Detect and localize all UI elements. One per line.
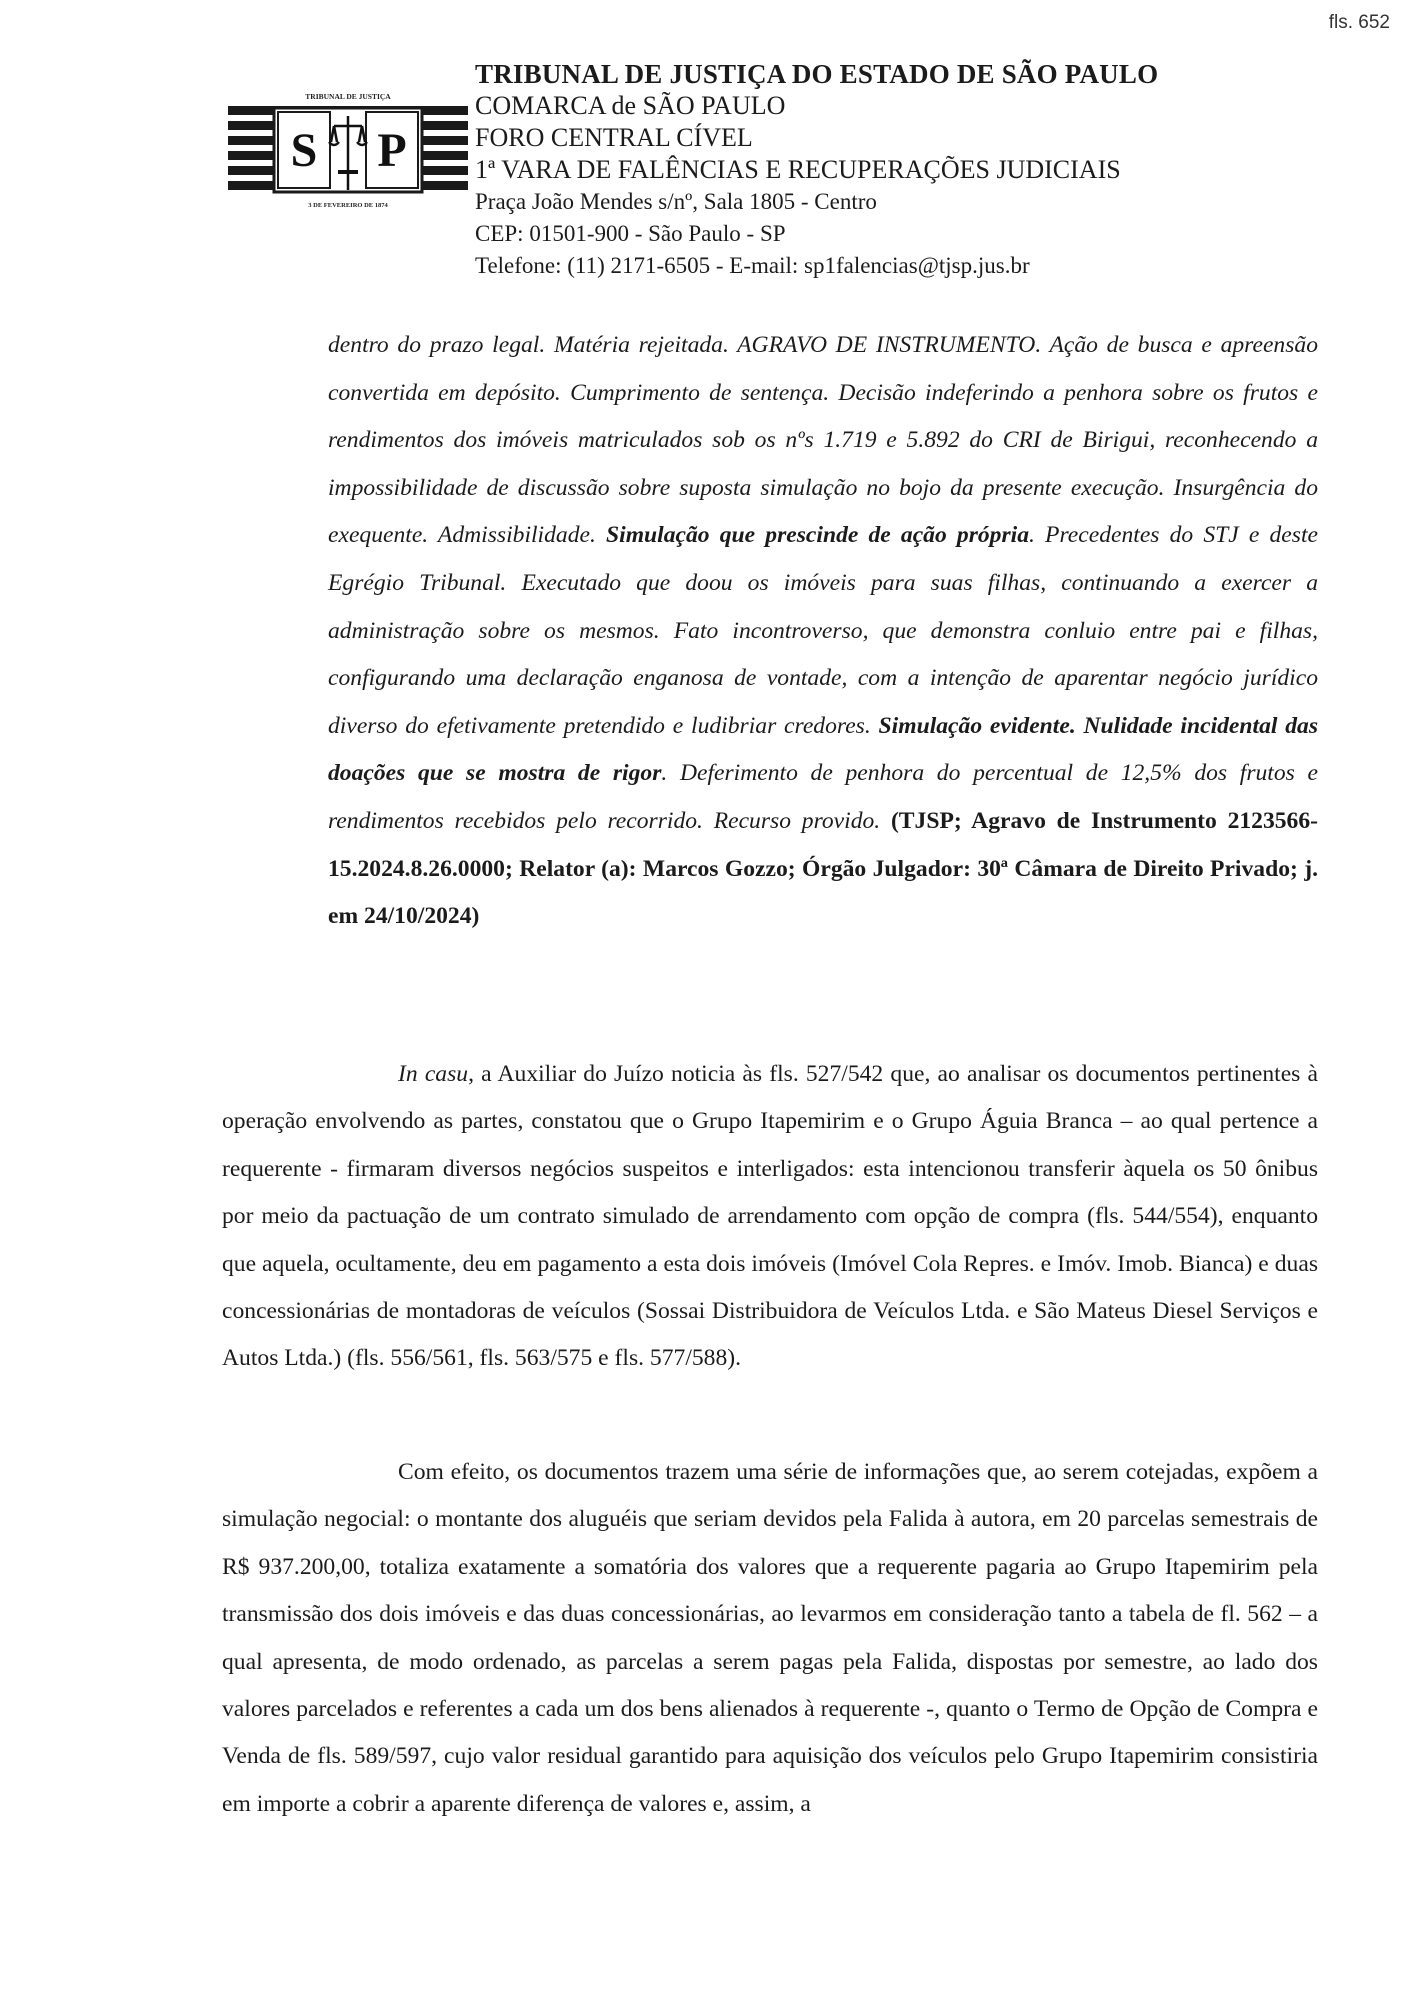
paragraph-1 (222, 1051, 1318, 1383)
seal-bottom-text: 3 DE FEVEREIRO DE 1874 (308, 202, 388, 209)
court-name: TRIBUNAL DE JUSTIÇA DO ESTADO DE SÃO PAULO (475, 59, 1159, 89)
quote-text-1: dentro do prazo legal. Matéria rejeitada. AGRAVO DE INSTRUMENTO. Ação de busca e apreensão convertida em depósito. Cumprimento de sentença. Decisão indeferindo a penhora sobre os frutos e rendimentos dos imóveis matriculados sob os nºs 1.719 e 5.892 do CRI de Birigui, reconhecendo a impossibilidade de discussão sobre suposta simulação no bojo da presente execução. Insurgência do exequente. Admissibilidade. (328, 332, 1318, 549)
cep: CEP: 01501-900 - São Paulo - SP (475, 221, 786, 246)
seal-letter-s: S (290, 124, 318, 177)
paragraph-2-text: Com efeito, os documentos trazem uma série de informações que, ao serem cotejadas, expõem a simulação negocial: o montante dos aluguéis que seriam devidos pela Falida à autora, em 20 parcelas semestrais de R$ 937.200,00, totaliza exatamente a somatória dos valores que a requerente pagaria ao Grupo Itapemirim pela transmissão dos dois imóveis e das duas concessionárias, ao levarmos em consideração tanto a tabela de fl. 562 – a qual apresenta, de modo ordenado, as parcelas a serem pagas pela Falida, dispostas por semestre, ao lado dos valores parcelados e referentes a cada um dos bens alienados à requerente -, quanto o Termo de Opção de Compra e Venda de fls. 589/597, cujo valor residual garantido para aquisição dos veículos pelo Grupo Itapemirim consistiria em importe a cobrir a aparente diferença de valores e, assim, a (222, 1459, 1318, 1817)
paragraph-2 (222, 1449, 1318, 1828)
contact-line: Telefone: (11) 2171-6505 - E-mail: sp1falencias@tjsp.jus.br (475, 253, 1030, 278)
paragraph-1-text: , a Auxiliar do Juízo noticia às fls. 527/542 que, ao analisar os documentos pertinentes à operação envolvendo as partes, constatou que o Grupo Itapemirim e o Grupo Águia Branca – ao qual pertence a requerente - firmaram diversos negócios suspeitos e interligados: esta intencionou transferir àquela os 50 ônibus por meio da pactuação de um contrato simulado de arrendamento com opção de compra (fls. 544/554), enquanto que aquela, ocultamente, deu em pagamento a esta dois imóveis (Imóvel Cola Repres. e Imóv. Imob. Bianca) e duas concessionárias de montadoras de veículos (Sossai Distribuidora de Veículos Ltda. e São Mateus Diesel Serviços e Autos Ltda.) (fls. 556/561, fls. 563/575 e fls. 577/588). (222, 1061, 1318, 1372)
vara: 1ª VARA DE FALÊNCIAS E RECUPERAÇÕES JUDICIAIS (475, 155, 1121, 184)
quote-text-3: . Deferimento de penhora do percentual de 12,5% dos frutos e rendimentos recebidos pelo recorrido. Recurso provido. (328, 760, 1318, 834)
court-header (475, 58, 1158, 282)
quote-bold-2: Simulação evidente. Nulidade incidental das doações que se mostra de rigor (328, 712, 1319, 787)
seal-top-text: TRIBUNAL DE JUSTIÇA (305, 92, 391, 101)
page-number: fls. 652 (1328, 12, 1390, 33)
address: Praça João Mendes s/nº, Sala 1805 - Centro (475, 189, 877, 214)
quote-reference: (TJSP; Agravo de Instrumento 2123566-15.2024.8.26.0000; Relator (a): Marcos Gozzo; Órgão Julgador: 30ª Câmara de Direito Privado; j. em 24/10/2024) (328, 807, 1319, 930)
quote-bold-1: Simulação que prescinde de ação própria (606, 522, 1030, 549)
comarca: COMARCA de SÃO PAULO (475, 91, 786, 120)
jurisprudence-quote (328, 322, 1318, 941)
court-seal-logo (228, 90, 468, 210)
quote-text-2: . Precedentes do STJ e deste Egrégio Tribunal. Executado que doou os imóveis para suas filhas, continuando a exercer a administração sobre os mesmos. Fato incontroverso, que demonstra conluio entre pai e filhas, configurando uma declaração enganosa de vontade, com a intenção de aparentar negócio jurídico diverso do efetivamente pretendido e ludibriar credores. (328, 522, 1318, 739)
paragraph-1-lead: In casu (398, 1061, 469, 1087)
foro: FORO CENTRAL CÍVEL (475, 123, 753, 152)
seal-letter-p: P (377, 124, 407, 177)
